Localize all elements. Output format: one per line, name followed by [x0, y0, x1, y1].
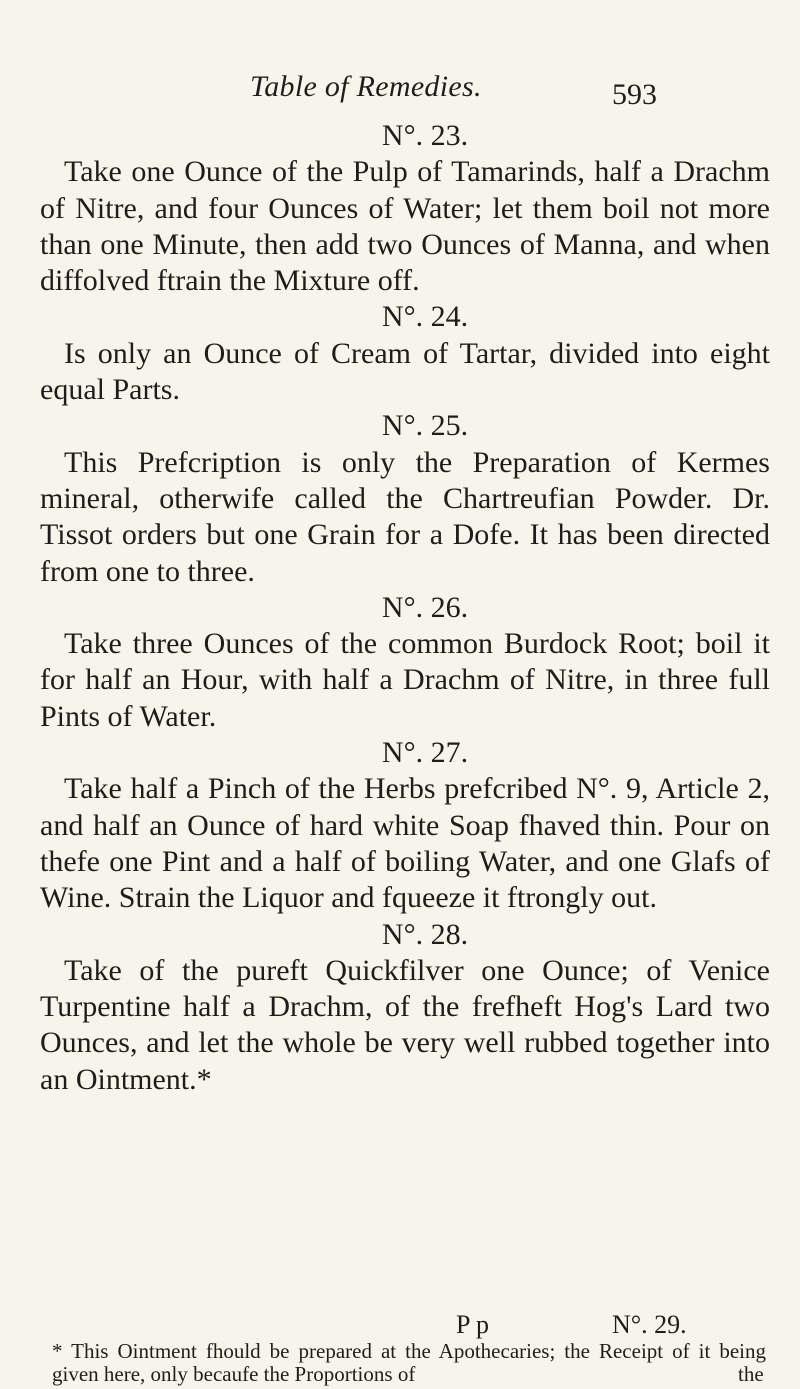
remedy-entries: [40, 118, 770, 1098]
catchword: the: [738, 1362, 764, 1386]
remedy-entry-26: [40, 590, 770, 735]
entry-number: N°. 23.: [381, 119, 469, 152]
entry-text: Is only an Ounce of Cream of Tartar, divided into eight equal Parts.: [40, 336, 770, 407]
entry-number: N°. 27.: [381, 736, 469, 770]
remedy-entry-25: [40, 408, 770, 589]
entry-text: Take of the pureft Quickfilver one Ounce; of Venice Turpentine half a Drachm, of the frefheft Hog's Lard two Ounces, and let the whole be very well rubbed together into an Ointment.*: [40, 953, 770, 1096]
remedy-entry-27: [40, 735, 770, 916]
entry-number: N°. 25.: [381, 409, 469, 443]
signature-mark: P p: [456, 1310, 489, 1339]
page-number: 593: [612, 78, 657, 111]
entry-number: N°. 28.: [381, 917, 469, 951]
entry-text: Take one Ounce of the Pulp of Tamarinds, half a Drachm of Nitre, and four Ounces of Water; let them boil not more than one Minute, then add two Ounces of Manna, and when diffolved ftrain the Mixture off.: [40, 155, 770, 298]
remedy-entry-23: [40, 118, 770, 299]
entry-number: N°. 26.: [381, 590, 469, 624]
running-title: Table of Remedies.: [250, 70, 482, 103]
entry-number: N°. 24.: [381, 300, 469, 334]
entry-text: Take three Ounces of the common Burdock Root; boil it for half an Hour, with half a Drachm of Nitre, in three full Pints of Water.: [40, 627, 770, 733]
remedy-entry-28: [40, 917, 770, 1098]
entry-text: Take half a Pinch of the Herbs prefcribed N°. 9, Article 2, and half an Ounce of hard white Soap fhaved thin. Pour on thefe one Pint and a half of boiling Water, and one Glafs of Wine. Strain the Liquor and fqueeze it ftrongly out.: [40, 772, 770, 915]
remedy-entry-24: [40, 299, 770, 408]
entry-text: This Prefcription is only the Preparation of Kermes mineral, otherwife called the Chartreufian Powder. Dr. Tissot orders but one Grain for a Dofe. It has been directed from one to three.: [40, 445, 770, 588]
footnote: * This Ointment fhould be prepared at the Apothecaries; the Receipt of it being given here, only becaufe the Proportions of: [52, 1339, 766, 1386]
next-entry-number: N°. 29.: [612, 1310, 687, 1339]
